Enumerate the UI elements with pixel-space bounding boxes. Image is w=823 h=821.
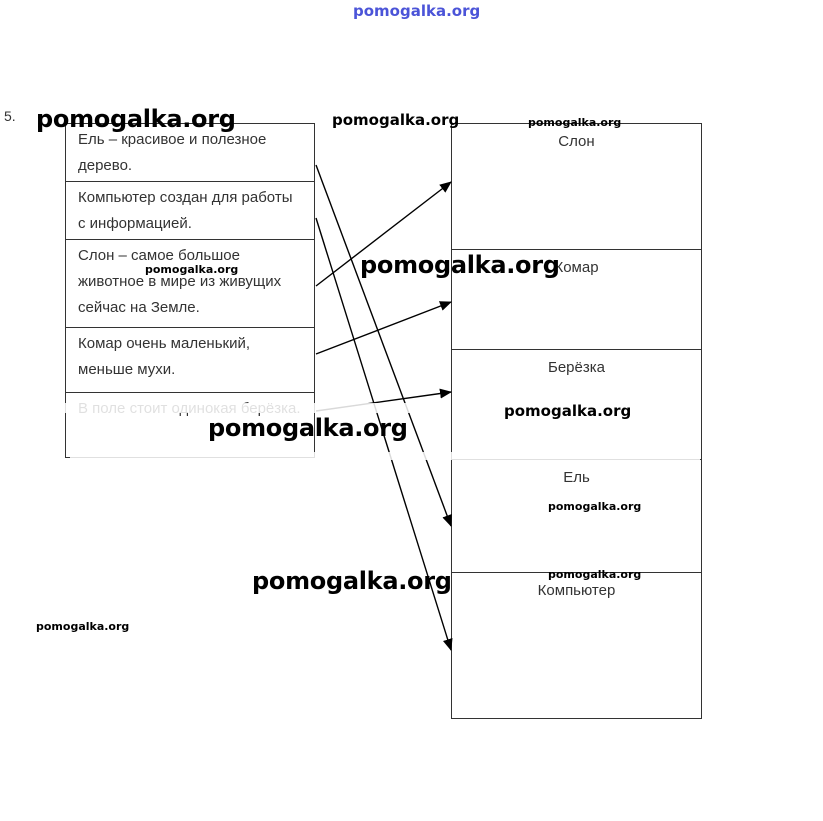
task-number: 5.	[4, 108, 16, 124]
watermark-medium: pomogalka.org	[504, 402, 632, 420]
watermark-small: pomogalka.org	[548, 500, 642, 513]
watermark-small: pomogalka.org	[145, 263, 239, 276]
watermark-large: pomogalka.org	[36, 105, 236, 133]
sentence-text-2: Компьютер создан для работы с информацией.	[78, 189, 293, 232]
watermark-small: pomogalka.org	[548, 568, 642, 581]
word-text-beryozka: Берёзка	[548, 359, 605, 376]
scan-artifact-band	[15, 403, 435, 413]
watermark-small: pomogalka.org	[36, 620, 130, 633]
watermark-large: pomogalka.org	[252, 567, 452, 595]
scan-artifact-band	[70, 452, 700, 460]
sentence-text-4: Комар очень маленький, меньше мухи.	[78, 335, 251, 378]
watermark-large: pomogalka.org	[360, 251, 560, 279]
watermark-top: pomogalka.org	[353, 2, 481, 20]
word-text-kompyuter: Компьютер	[537, 582, 616, 599]
word-text-komar: Комар	[554, 259, 599, 276]
word-text-slon: Слон	[558, 133, 595, 150]
word-text-el: Ель	[563, 469, 590, 486]
watermark-small: pomogalka.org	[528, 116, 622, 129]
sentence-text-1: Ель – красивое и полезное дерево.	[78, 131, 267, 174]
sentence-text-3: Слон – самое большое животное в мире из живущих сейчас на Земле.	[78, 247, 282, 316]
watermark-medium: pomogalka.org	[332, 111, 460, 129]
watermark-large: pomogalka.org	[208, 414, 408, 442]
